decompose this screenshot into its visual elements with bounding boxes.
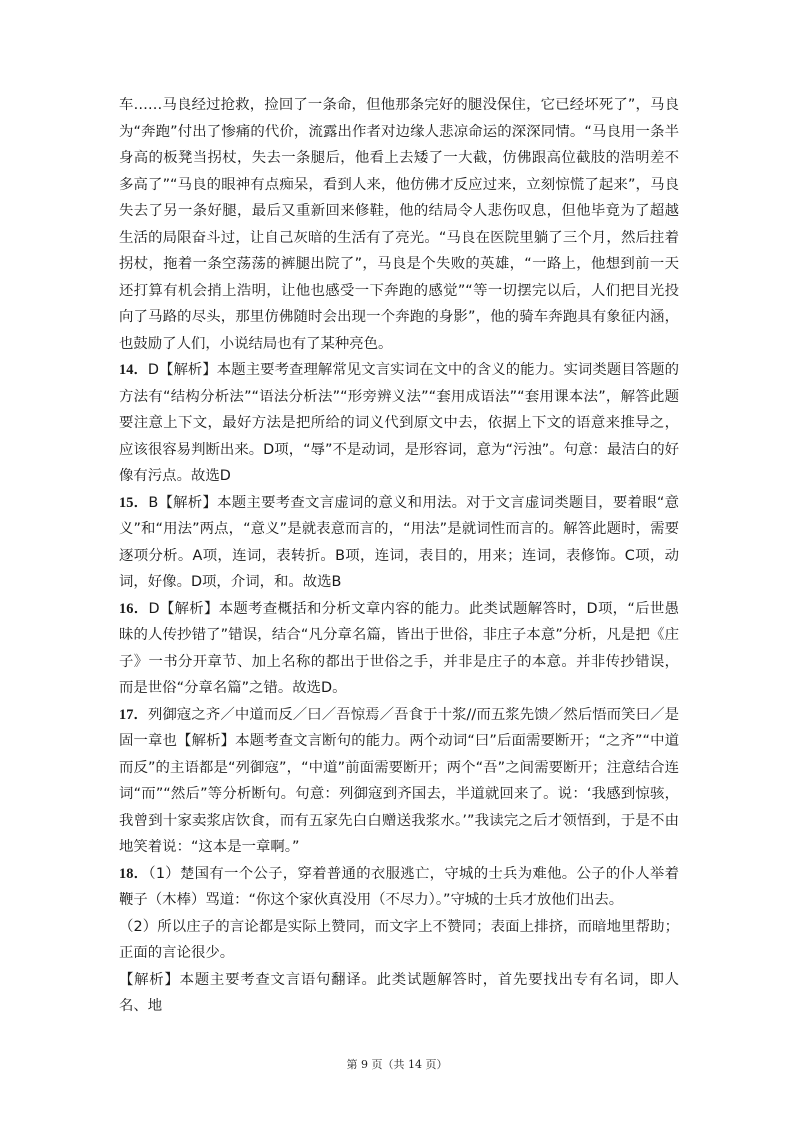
paragraph-text: B【解析】本题主要考查文言虚词的意义和用法。对于文言虚词类题目，要着眼“意义”和“用法”两点，“意义”是就表意而言的，“用法”是就词性而言的。解答此题时，需要逐项分析。A项，连词，表转折。B项，连词，表目的，用来；连词，表修饰。C项，动词，好像。D项，介词，和。故选B — [119, 494, 679, 590]
answer-14 — [119, 357, 679, 490]
paragraph-text: D【解析】本题主要考查理解常见文言实词在文中的含义的能力。实词类题目答题的方法有“结构分析法”“语法分析法”“形旁辨义法”“套用成语法”“套用课本法”，解答此题要注意上下文，最好方法是把所给的词义代到原文中去，依据上下文的语意来推导之，应该很容易判断出来。D项，“辱”不是动词，是形容词，意为“污浊”。句意：最洁白的好像有污点。故选D — [119, 362, 679, 484]
paragraph-text: D【解析】本题考查概括和分析文章内容的能力。此类试题解答时，D项，“后世愚昧的人传抄错了”错误，结合“凡分章名篇，皆出于世俗，非庄子本意”分析，凡是把《庄子》一书分开章节、加上名称的都出于世俗之手，并非是庄子的本意。并非传抄错误，而是世俗“分章名篇”之错。故选D。 — [119, 600, 679, 696]
paragraph-continuation — [119, 92, 679, 357]
item-number: 14． — [119, 362, 148, 378]
item-number: 18． — [119, 865, 149, 882]
answer-18-part1 — [119, 861, 679, 914]
answer-16 — [119, 596, 679, 702]
paragraph-text: （1）楚国有一个公子，穿着普通的衣服逃亡，守城的士兵为难他。公子的仆人举着鞭子（木棒）骂道：“你这个家伙真没用（不尽力）。”守城的士兵才放他们出去。 — [119, 865, 679, 908]
answer-15 — [119, 490, 679, 596]
answer-18-analysis — [119, 967, 679, 1020]
item-number: 17． — [119, 706, 148, 723]
answer-17 — [119, 702, 679, 861]
paragraph-text: （2）所以庄子的言论都是实际上赞同，而文字上不赞同；表面上排挤，而暗地里帮助；正面的言论很少。 — [119, 918, 679, 961]
item-number: 15． — [119, 494, 149, 511]
paragraph-text: 【解析】本题主要考查文言语句翻译。此类试题解答时，首先要找出专有名词，即人名、地 — [119, 971, 679, 1014]
answer-18-part2 — [119, 914, 679, 967]
paragraph-text: 列御寇之齐／中道而反／曰／吾惊焉／吾食于十浆//而五浆先馈／然后悟而笑曰／是固一章也【解析】本题考查文言断句的能力。两个动词“曰”后面需要断开；“之齐”“中道而反”的主语都是“列御寇”，“中道”前面需要断开；两个“吾”之间需要断开；注意结合连词“而”“然后”等分析断句。句意：列御寇到齐国去，半道就回来了。说：‘我感到惊骇，我曾到十家卖浆店饮食，而有五家先白白赠送我浆水。’”我读完之后才领悟到，于是不由地笑着说：“这本是一章啊。” — [119, 706, 679, 855]
page-footer: 第 9 页（共 14 页） — [346, 1058, 448, 1071]
paragraph-text: 车……马良经过抢救，捡回了一条命，但他那条完好的腿没保住，它已经坏死了”，马良为“奔跑”付出了惨痛的代价，流露出作者对边缘人悲凉命运的深深同情。“马良用一条半身高的板凳当拐杖，失去一条腿后，他看上去矮了一大截，仿佛跟高位截肢的浩明差不多高了”“马良的眼神有点痴呆，看到人来，他仿佛才反应过来，立刻惊慌了起来”，马良失去了另一条好腿，最后又重新回来修鞋，他的结局令人悲伤叹息，但他毕竟为了超越生活的局限奋斗过，让自己灰暗的生活有了亮光。“马良在医院里躺了三个月，然后拄着拐杖，拖着一条空荡荡的裤腿出院了”，马良是个失败的英雄，“一路上，他想到前一天还打算有机会捎上浩明，让他也感受一下奔跑的感觉”“等一切摆完以后，人们把目光投向了马路的尽头，那里仿佛随时会出现一个奔跑的身影”，他的骑车奔跑具有象征内涵，也鼓励了人们，小说结局也有了某种亮色。 — [119, 97, 679, 352]
item-number: 16． — [119, 600, 149, 617]
document-body — [119, 92, 679, 1020]
